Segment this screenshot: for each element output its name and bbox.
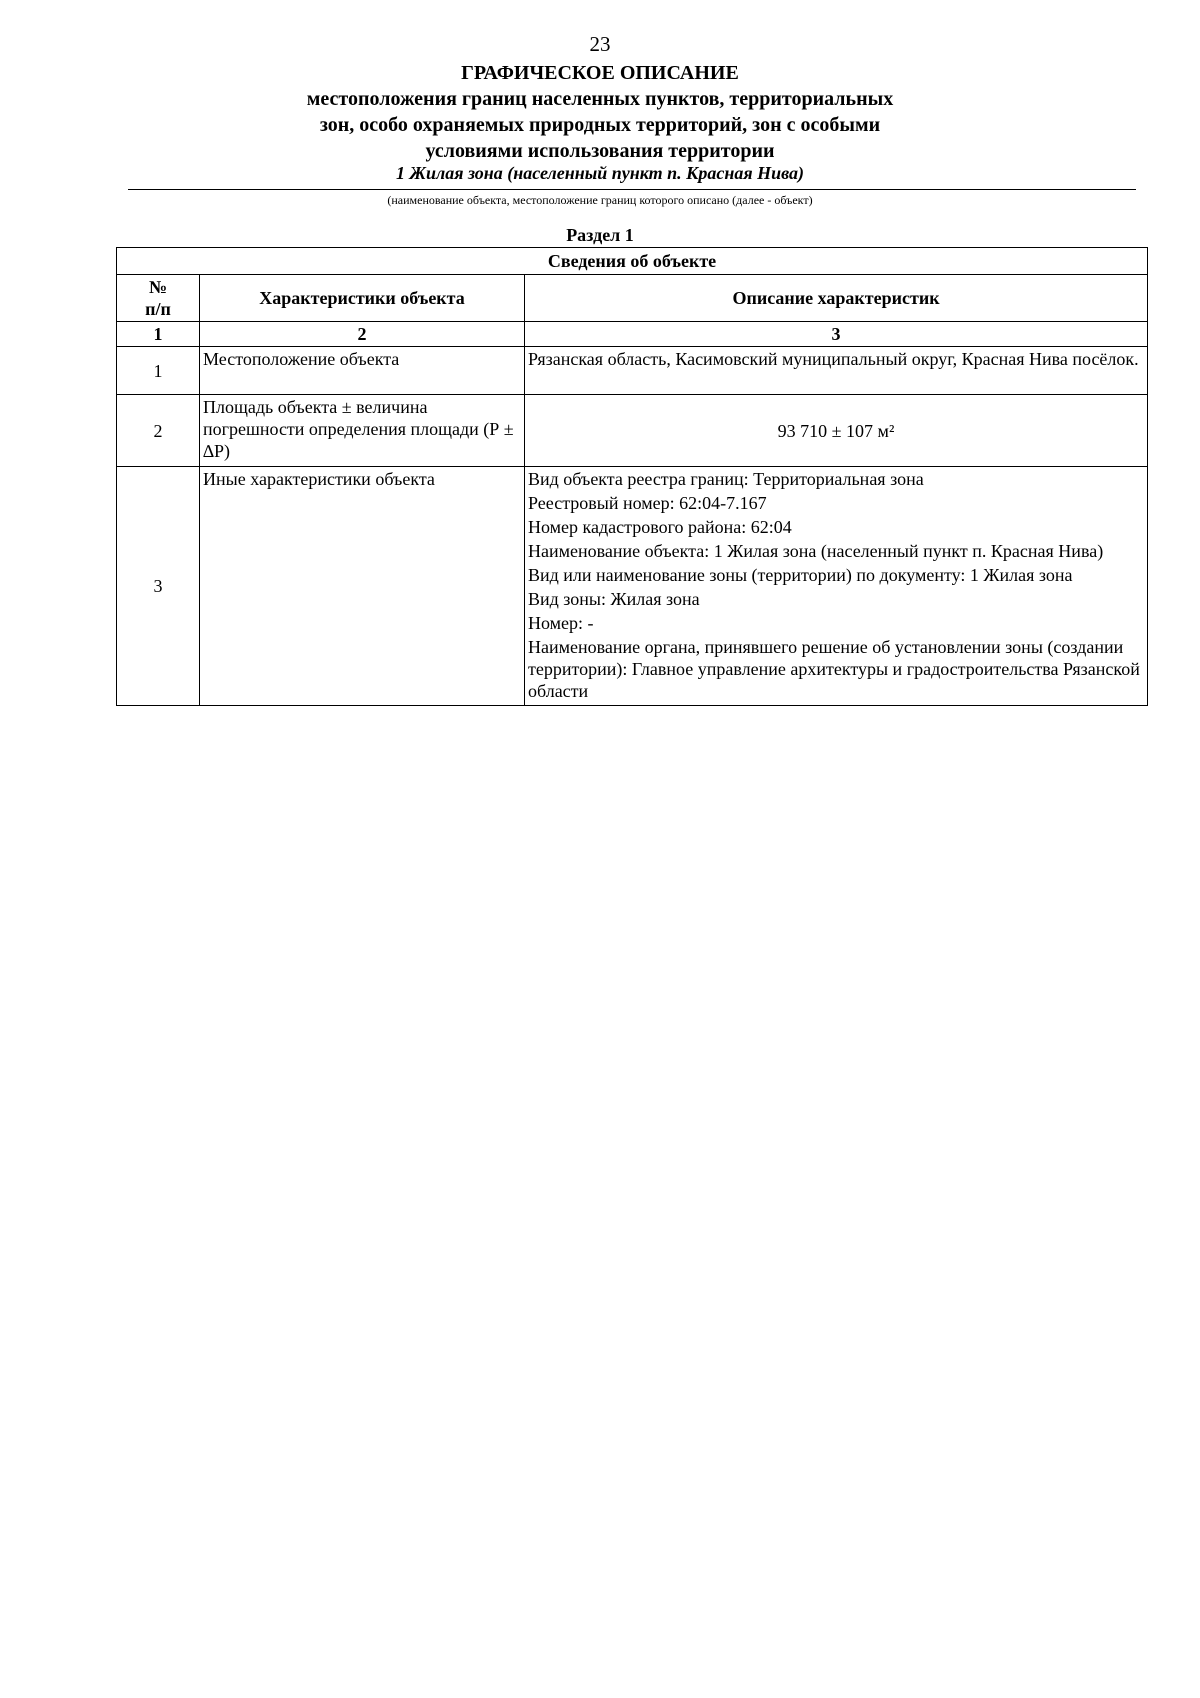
table-row bbox=[117, 395, 1148, 467]
table-row bbox=[117, 347, 1148, 395]
table-title: Сведения об объекте bbox=[117, 248, 1148, 275]
description-line: Наименование объекта: 1 Жилая зона (населенный пункт п. Красная Нива) bbox=[528, 541, 1104, 561]
heading-line-1: местоположения границ населенных пунктов, территориальных bbox=[306, 88, 894, 110]
row-number: 2 bbox=[117, 395, 200, 467]
heading-line-3: условиями использования территории bbox=[425, 140, 775, 162]
description-line: Номер: - bbox=[528, 613, 594, 633]
row-number: 3 bbox=[117, 467, 200, 706]
row-description: 93 710 ± 107 м² bbox=[525, 395, 1148, 467]
header-num: № п/п bbox=[117, 275, 200, 322]
column-number: 3 bbox=[525, 322, 1148, 347]
object-name: 1 Жилая зона (населенный пункт п. Красная Нива) bbox=[395, 163, 805, 183]
section-title: Раздел 1 bbox=[566, 225, 634, 245]
row-description bbox=[525, 467, 1148, 706]
table-header-row bbox=[117, 275, 1148, 322]
description-line: Вид объекта реестра границ: Территориальная зона bbox=[528, 469, 924, 489]
description-line: Вид зоны: Жилая зона bbox=[528, 589, 700, 609]
description-line: Вид или наименование зоны (территории) по документу: 1 Жилая зона bbox=[528, 565, 1073, 585]
object-info-table bbox=[116, 247, 1148, 706]
header-characteristics: Характеристики объекта bbox=[200, 275, 525, 322]
row-characteristic: Местоположение объекта bbox=[200, 347, 525, 395]
row-characteristic: Иные характеристики объекта bbox=[200, 467, 525, 706]
description-line: Наименование органа, принявшего решение об установлении зоны (создании территории): Главное управление архитектуры и градостроительства Рязанской области bbox=[528, 637, 1140, 701]
row-description: Рязанская область, Касимовский муниципальный округ, Красная Нива посёлок. bbox=[525, 347, 1148, 395]
header-description: Описание характеристик bbox=[525, 275, 1148, 322]
heading-title: ГРАФИЧЕСКОЕ ОПИСАНИЕ bbox=[461, 62, 739, 84]
column-number: 1 bbox=[117, 322, 200, 347]
document-heading bbox=[0, 60, 1200, 164]
row-characteristic: Площадь объекта ± величина погрешности определения площади (Р ± ∆Р) bbox=[200, 395, 525, 467]
underline-rule bbox=[128, 189, 1136, 190]
column-number: 2 bbox=[200, 322, 525, 347]
table-title-row bbox=[117, 248, 1148, 275]
page-number: 23 bbox=[589, 32, 611, 56]
description-line: Реестровый номер: 62:04-7.167 bbox=[528, 493, 767, 513]
column-number-row bbox=[117, 322, 1148, 347]
row-number: 1 bbox=[117, 347, 200, 395]
object-name-caption: (наименование объекта, местоположение границ которого описано (далее - объект) bbox=[387, 193, 813, 207]
heading-line-2: зон, особо охраняемых природных территорий, зон с особыми bbox=[319, 114, 881, 136]
table-row bbox=[117, 467, 1148, 706]
description-line: Номер кадастрового района: 62:04 bbox=[528, 517, 792, 537]
